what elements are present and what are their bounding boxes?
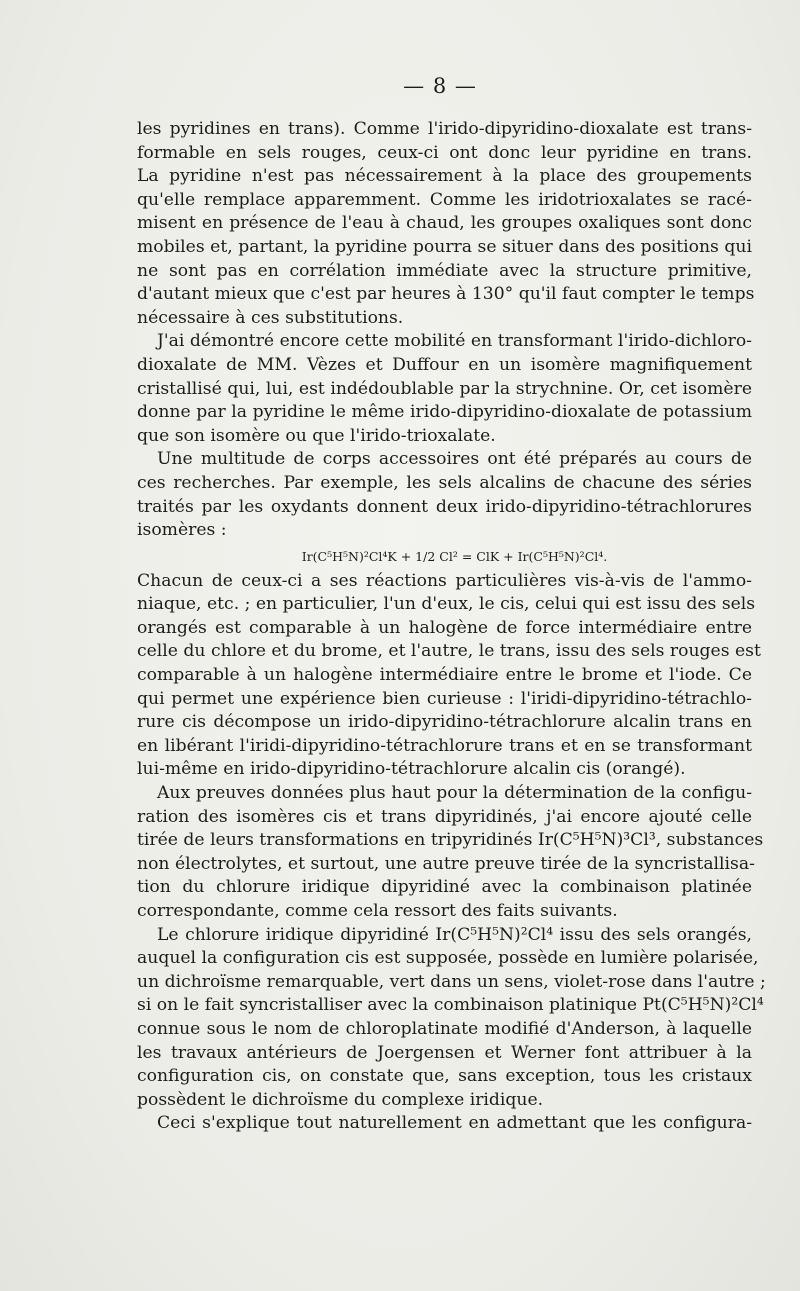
text-line: lui-même en irido-dipyridino-tétrachlorure alcalin cis (orangé). — [137, 759, 686, 780]
paragraph — [137, 782, 764, 924]
body-text — [137, 118, 766, 1136]
text-line: tirée de leurs transformations en tripyridinés Ir(C⁵H⁵N)³Cl³, substances — [137, 830, 764, 851]
text-line: Aux preuves données plus haut pour la détermination de la configu- — [157, 783, 752, 804]
text-line: ces recherches. Par exemple, les sels alcalins de chacune des séries — [137, 472, 752, 493]
text-line: correspondante, comme cela ressort des faits suivants. — [137, 901, 618, 921]
text-line: dioxalate de MM. Vèzes et Duffour en un isomère magnifiquement — [137, 354, 752, 375]
text-line: connue sous le nom de chloroplatinate modifié d'Anderson, à laquelle — [137, 1018, 752, 1039]
text-line: ration des isomères cis et trans dipyridinés, j'ai encore ajouté celle — [137, 806, 752, 827]
paragraph — [137, 570, 761, 782]
text-line: misent en présence de l'eau à chaud, les groupes oxaliques sont donc — [137, 213, 752, 234]
text-line: configuration cis, on constate que, sans exception, tous les cristaux — [137, 1066, 752, 1087]
paragraph — [137, 330, 752, 448]
text-line: mobiles et, partant, la pyridine pourra se situer dans des positions qui — [137, 236, 752, 257]
text-line: les pyridines en trans). Comme l'irido-dipyridino-dioxalate est trans- — [137, 119, 752, 139]
text-line: Une multitude de corps accessoires ont été préparés au cours de — [157, 449, 752, 470]
text-line: La pyridine n'est pas nécessairement à la place des groupements — [137, 166, 752, 187]
text-line: donne par la pyridine le même irido-dipyridino-dioxalate de potassium — [137, 402, 752, 423]
text-line: un dichroïsme remarquable, vert dans un sens, violet-rose dans l'autre ; — [137, 971, 766, 992]
text-line: non électrolytes, et surtout, une autre preuve tirée de la syncristallisa- — [137, 853, 755, 874]
text-line: possèdent le dichroïsme du complexe iridique. — [137, 1089, 544, 1110]
text-line: formable en sels rouges, ceux-ci ont donc leur pyridine en trans. — [137, 142, 752, 163]
text-line: Le chlorure iridique dipyridiné Ir(C⁵H⁵N)²Cl⁴ issu des sels orangés, — [157, 924, 752, 945]
text-line: qu'elle remplace apparemment. Comme les iridotrioxalates se racé- — [137, 189, 752, 210]
text-line: ne sont pas en corrélation immédiate avec la structure primitive, — [137, 260, 752, 281]
page-number: — 8 — — [403, 74, 477, 98]
text-line: comparable à un halogène intermédiaire entre le brome et l'iode. Ce — [137, 665, 752, 686]
text-line: que son isomère ou que l'irido-trioxalate. — [137, 425, 496, 446]
text-line: orangés est comparable à un halogène de force intermédiaire entre — [137, 617, 752, 638]
text-line: qui permet une expérience bien curieuse : l'iridi-dipyridino-tétrachlo- — [137, 688, 752, 709]
paragraph — [137, 118, 755, 330]
paragraph — [137, 1112, 752, 1136]
text-line: rure cis décompose un irido-dipyridino-tétrachlorure alcalin trans en — [137, 712, 752, 733]
text-line: cristallisé qui, lui, est indédoublable par la strychnine. Or, cet isomère — [137, 378, 752, 399]
paragraph — [137, 924, 766, 1113]
text-line: les travaux antérieurs de Joergensen et Werner font attribuer à la — [137, 1042, 752, 1063]
text-line: traités par les oxydants donnent deux irido-dipyridino-tétrachlorures — [137, 496, 752, 517]
chemical-equation: Ir(C⁵H⁵N)²Cl⁴K + 1/2 Cl² = ClK + Ir(C⁵H⁵N)²Cl⁴. — [301, 548, 608, 564]
text-line: d'autant mieux que c'est par heures à 130° qu'il faut compter le temps — [137, 284, 755, 305]
text-line: en libérant l'iridi-dipyridino-tétrachlorure trans et en se transformant — [137, 735, 752, 756]
text-line: Ceci s'explique tout naturellement en admettant que les configura- — [157, 1113, 752, 1134]
text-line: J'ai démontré encore cette mobilité en transformant l'irido-dichloro- — [157, 331, 752, 352]
text-line: auquel la configuration cis est supposée, possède en lumière polarisée, — [137, 948, 759, 969]
text-line: Chacun de ceux-ci a ses réactions particulières vis-à-vis de l'ammo- — [137, 570, 752, 591]
text-line: celle du chlore et du brome, et l'autre, le trans, issu des sels rouges est — [137, 641, 761, 662]
text-line: si on le fait syncristalliser avec la combinaison platinique Pt(C⁵H⁵N)²Cl⁴ — [137, 995, 764, 1016]
text-line: nécessaire à ces substitutions. — [137, 307, 404, 328]
paragraph — [137, 448, 752, 542]
text-line: tion du chlorure iridique dipyridiné avec la combinaison platinée — [137, 877, 752, 898]
text-line: isomères : — [137, 520, 227, 541]
text-line: niaque, etc. ; en particulier, l'un d'eux, le cis, celui qui est issu des sels — [137, 594, 756, 615]
